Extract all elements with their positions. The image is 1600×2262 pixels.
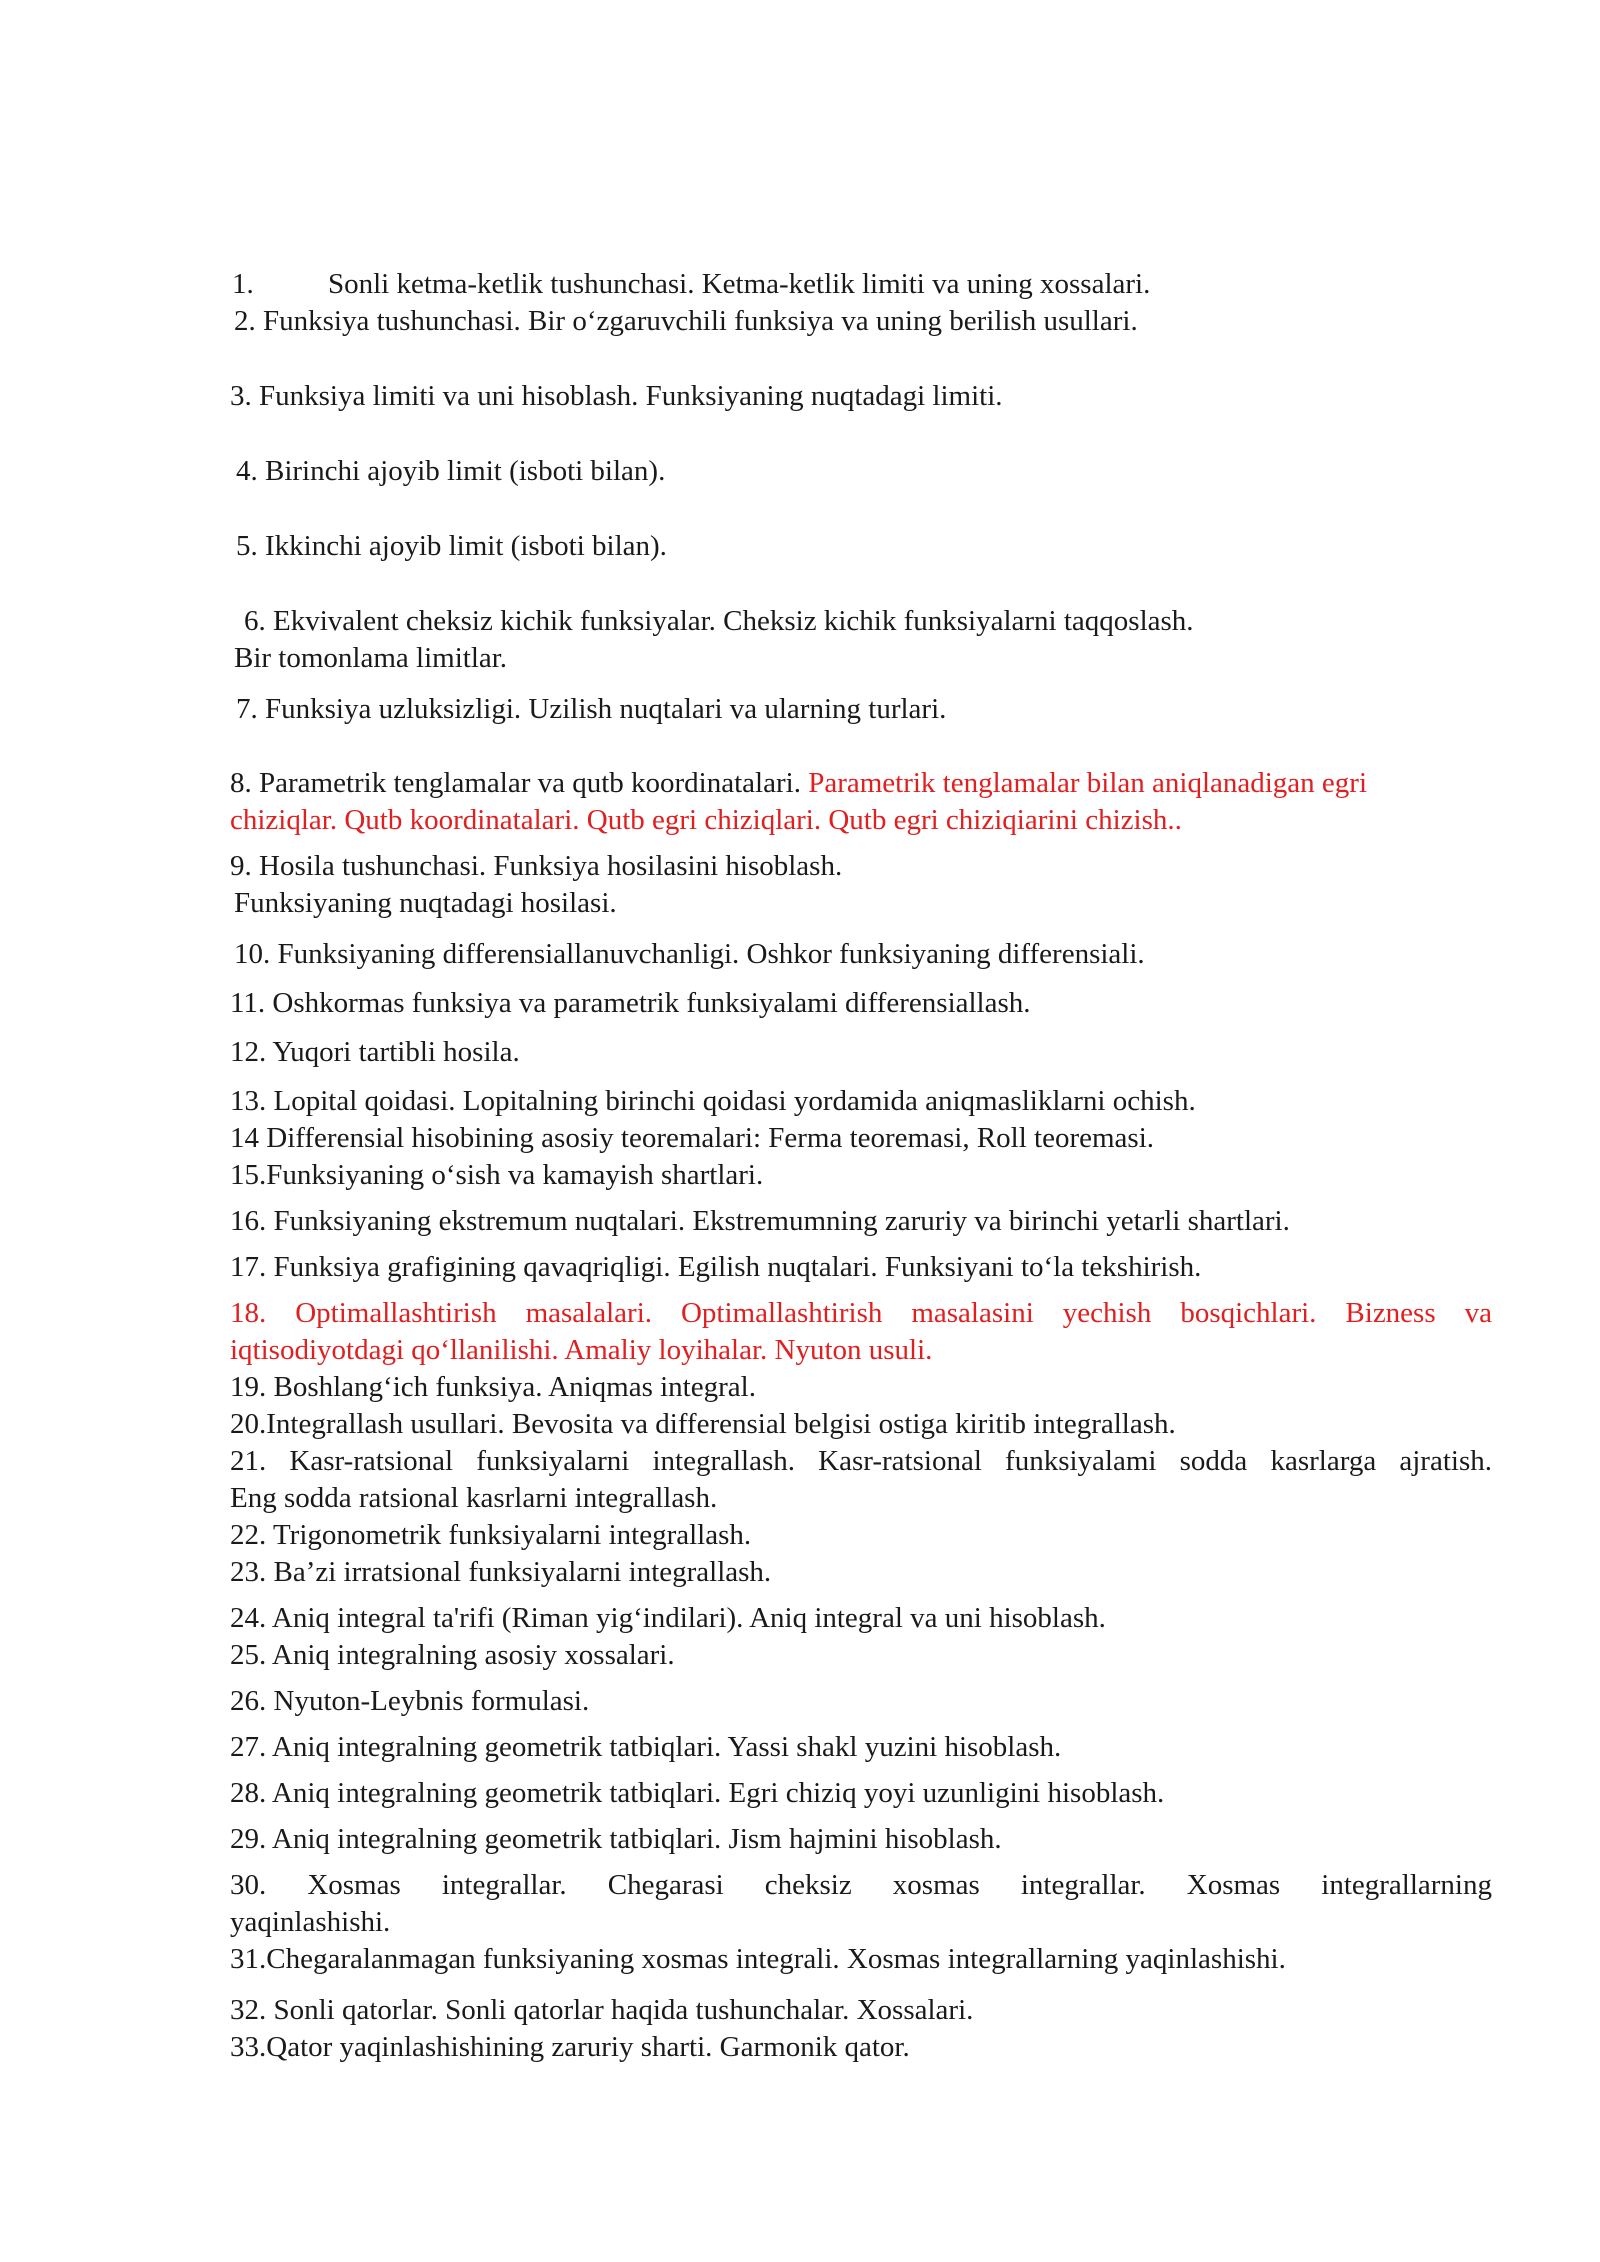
list-item: 28. Aniq integralning geometrik tatbiqlari. Egri chiziq yoyi uzunligini hisoblash. — [230, 1777, 1165, 1809]
item-text: Sonli ketma-ketlik tushunchasi. Ketma-ketlik limiti va uning xossalari. — [328, 268, 1151, 300]
list-item: 13. Lopital qoidasi. Lopitalning birinchi qoidasi yordamida aniqmasliklarni ochish. — [230, 1085, 1196, 1117]
list-item-continuation: Bir tomonlama limitlar. — [234, 642, 508, 674]
list-item: 23. Ba’zi irratsional funksiyalarni integrallash. — [230, 1556, 772, 1588]
list-item: 21. Kasr-ratsional funksiyalarni integrallash. Kasr-ratsional funksiyalami sodda kasrlarga ajratish. — [230, 1445, 1492, 1477]
list-item: 14 Differensial hisobining asosiy teoremalari: Ferma teoremasi, Roll teoremasi. — [230, 1122, 1155, 1154]
item-number: 1. — [232, 268, 254, 300]
list-item: 16. Funksiyaning ekstremum nuqtalari. Ekstremumning zaruriy va birinchi yetarli shartlari. — [230, 1205, 1290, 1237]
list-item: 18. Optimallashtirish masalalari. Optimallashtirish masalasini yechish bosqichlari. Bizness va — [230, 1297, 1492, 1329]
list-item: 22. Trigonometrik funksiyalarni integrallash. — [230, 1519, 752, 1551]
list-item: 5. Ikkinchi ajoyib limit (isboti bilan). — [236, 530, 667, 562]
list-item: 30. Xosmas integrallar. Chegarasi cheksiz xosmas integrallar. Xosmas integrallarning — [230, 1869, 1492, 1901]
list-item: 11. Oshkormas funksiya va parametrik funksiyalami differensiallash. — [230, 987, 1031, 1019]
list-item: 10. Funksiyaning differensiallanuvchanligi. Oshkor funksiyaning differensiali. — [234, 938, 1145, 970]
list-item-continuation: Eng sodda ratsional kasrlarni integrallash. — [230, 1482, 718, 1514]
list-item-continuation: yaqinlashishi. — [230, 1906, 391, 1938]
list-item: 7. Funksiya uzluksizligi. Uzilish nuqtalari va ularning turlari. — [236, 693, 947, 725]
list-item: 29. Aniq integralning geometrik tatbiqlari. Jism hajmini hisoblash. — [230, 1823, 1002, 1855]
list-item: 32. Sonli qatorlar. Sonli qatorlar haqida tushunchalar. Xossalari. — [230, 1994, 974, 2026]
list-item-continuation: iqtisodiyotdagi qo‘llanilishi. Amaliy loyihalar. Nyuton usuli. — [230, 1334, 933, 1366]
list-item: 27. Aniq integralning geometrik tatbiqlari. Yassi shakl yuzini hisoblash. — [230, 1731, 1062, 1763]
list-item: 9. Hosila tushunchasi. Funksiya hosilasini hisoblash. — [230, 850, 843, 882]
list-item — [232, 266, 1150, 302]
list-item: 33.Qator yaqinlashishining zaruriy sharti. Garmonik qator. — [230, 2031, 910, 2063]
list-item: 24. Aniq integral ta'rifi (Riman yig‘indilari). Aniq integral va uni hisoblash. — [230, 1602, 1106, 1634]
list-item: 25. Aniq integralning asosiy xossalari. — [230, 1639, 675, 1671]
list-item: 4. Birinchi ajoyib limit (isboti bilan). — [236, 455, 666, 487]
list-item: 3. Funksiya limiti va uni hisoblash. Funksiyaning nuqtadagi limiti. — [230, 380, 1003, 412]
list-item: 31.Chegaralanmagan funksiyaning xosmas integrali. Xosmas integrallarning yaqinlashishi. — [230, 1943, 1286, 1975]
list-item — [230, 765, 1367, 801]
list-item: 17. Funksiya grafigining qavaqriqligi. Egilish nuqtalari. Funksiyani to‘la tekshirish. — [230, 1251, 1202, 1283]
item-text: 8. Parametrik tenglamalar va qutb koordinatalari. — [230, 767, 801, 799]
list-item: 12. Yuqori tartibli hosila. — [230, 1036, 520, 1068]
list-item: 19. Boshlang‘ich funksiya. Aniqmas integral. — [230, 1371, 756, 1403]
item-text-highlight: Parametrik tenglamalar bilan aniqlanadigan egri — [808, 767, 1368, 799]
list-item: 2. Funksiya tushunchasi. Bir o‘zgaruvchili funksiya va uning berilish usullari. — [234, 305, 1138, 337]
list-item-continuation: chiziqlar. Qutb koordinatalari. Qutb egri chiziqlari. Qutb egri chiziqiarini chizish.. — [230, 804, 1182, 836]
list-item: 15.Funksiyaning o‘sish va kamayish shartlari. — [230, 1159, 764, 1191]
list-item: 6. Ekvivalent cheksiz kichik funksiyalar. Cheksiz kichik funksiyalarni taqqoslash. — [244, 605, 1194, 637]
list-item-continuation: Funksiyaning nuqtadagi hosilasi. — [234, 887, 617, 919]
list-item: 20.Integrallash usullari. Bevosita va differensial belgisi ostiga kiritib integrallash. — [230, 1408, 1176, 1440]
list-item: 26. Nyuton-Leybnis formulasi. — [230, 1685, 590, 1717]
